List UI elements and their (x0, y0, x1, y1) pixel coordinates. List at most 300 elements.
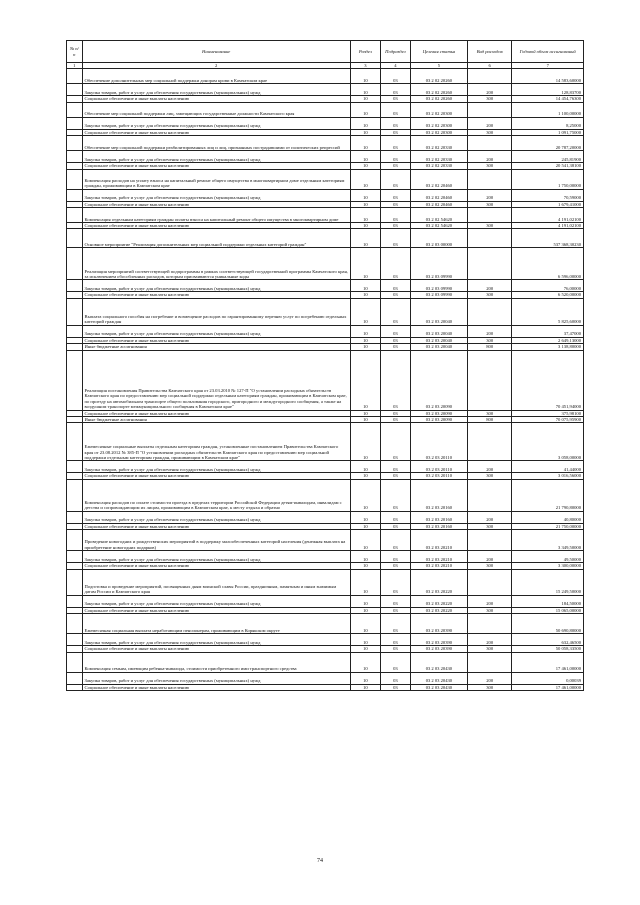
cell-rz: 10 (350, 201, 380, 207)
cell-sum: 17 461,00000 (512, 684, 584, 690)
cell-cs: 03 2 03 20430 (410, 652, 467, 672)
cell-cs: 03 2 03 20090 (410, 410, 467, 416)
cell-cs: 03 2 03 20090 (410, 417, 467, 423)
cell-cs: 03 2 02 20300 (410, 102, 467, 117)
cell-vr (467, 229, 512, 248)
cell-sum: 76,00000 (512, 280, 584, 292)
cell-rz: 10 (350, 344, 380, 350)
cell-num (67, 117, 83, 129)
cell-vr: 200 (467, 461, 512, 473)
cell-vr: 300 (467, 473, 512, 479)
cell-cs: 03 2 02 20260 (410, 96, 467, 102)
cell-num (67, 350, 83, 410)
cell-cs: 03 2 02 20460 (410, 201, 467, 207)
cell-pr: 03 (380, 129, 410, 135)
header-sum: Годовой объем ассигнований (512, 41, 584, 63)
cell-sum: 1 091,75000 (512, 129, 584, 135)
cell-pr: 03 (380, 684, 410, 690)
cell-vr (467, 569, 512, 595)
cell-sum: 70 451,94000 (512, 350, 584, 410)
cell-num (67, 189, 83, 201)
cell-sum: 20 787,20000 (512, 136, 584, 151)
cell-name: Ежемесячные социальные выплаты отдельным категориям граждан, установленные постановлением Правительства Камчатского края от 23.08.2012 № 385-П "О установлении расходных обязательств Камчатского края по предоставлению мер социальной поддержки отдельным категориям граждан, проживающим в Камчатском крае" (82, 423, 350, 461)
index-cell: 7 (512, 63, 584, 69)
cell-rz: 10 (350, 634, 380, 646)
cell-name: Социальное обеспечение и иные выплаты населению (82, 684, 350, 690)
index-cell: 6 (467, 63, 512, 69)
cell-pr: 03 (380, 201, 410, 207)
cell-rz: 10 (350, 350, 380, 410)
table-row (67, 69, 584, 84)
table-row (67, 169, 584, 189)
cell-sum: 41,44000 (512, 461, 584, 473)
table-row (67, 350, 584, 410)
cell-sum: 6 596,00000 (512, 248, 584, 280)
cell-cs: 03 2 03 09990 (410, 280, 467, 292)
table-row (67, 652, 584, 672)
cell-rz: 10 (350, 208, 380, 223)
cell-sum: 15 065,00000 (512, 607, 584, 613)
cell-name: Компенсация расходов на уплату взноса на капитальный ремонт общего имущества в многоквартирном доме отдельным категориям граждан, проживающим в Камчатском крае (82, 169, 350, 189)
cell-sum: 5 825,60000 (512, 298, 584, 325)
cell-pr: 03 (380, 461, 410, 473)
cell-num (67, 479, 83, 511)
cell-cs: 03 2 02 20300 (410, 117, 467, 129)
cell-pr: 03 (380, 634, 410, 646)
cell-name: Социальное обеспечение и иные выплаты населению (82, 201, 350, 207)
cell-cs: 03 2 03 20160 (410, 523, 467, 529)
table-row (67, 634, 584, 646)
cell-name: Закупка товаров, работ и услуг для обеспечения государственных (муниципальных) нужд (82, 117, 350, 129)
cell-name: Социальное обеспечение и иные выплаты населению (82, 523, 350, 529)
cell-num (67, 229, 83, 248)
cell-pr: 03 (380, 169, 410, 189)
cell-name: Социальное обеспечение и иные выплаты населению (82, 646, 350, 652)
cell-pr: 03 (380, 479, 410, 511)
cell-pr: 03 (380, 189, 410, 201)
cell-num (67, 136, 83, 151)
cell-cs: 03 2 03 20390 (410, 646, 467, 652)
cell-rz: 10 (350, 614, 380, 634)
table-body (67, 69, 584, 691)
cell-vr (467, 614, 512, 634)
cell-num (67, 151, 83, 163)
table-row (67, 136, 584, 151)
cell-sum: 50 690,80000 (512, 614, 584, 634)
cell-pr: 03 (380, 614, 410, 634)
cell-vr (467, 298, 512, 325)
cell-pr: 03 (380, 136, 410, 151)
cell-rz: 10 (350, 229, 380, 248)
cell-pr: 03 (380, 325, 410, 337)
table-row (67, 551, 584, 563)
cell-rz: 10 (350, 473, 380, 479)
cell-pr: 03 (380, 96, 410, 102)
cell-num (67, 208, 83, 223)
cell-sum: 1 679,41000 (512, 201, 584, 207)
cell-vr: 200 (467, 595, 512, 607)
cell-rz: 10 (350, 298, 380, 325)
cell-sum: 4 191,02100 (512, 223, 584, 229)
cell-cs: 03 2 02 20330 (410, 151, 467, 163)
header-name: Наименование (82, 41, 350, 63)
table-row (67, 684, 584, 690)
cell-pr: 03 (380, 69, 410, 84)
cell-vr (467, 69, 512, 84)
table-row (67, 325, 584, 337)
cell-rz: 10 (350, 292, 380, 298)
cell-sum: 375,98100 (512, 410, 584, 416)
cell-name: Реализация мероприятий соответствующей подпрограммы в рамках соответствующей государственной программы Камчатского края, за исключением обособленных расходов, которым присваиваются уникальные коды (82, 248, 350, 280)
cell-rz: 10 (350, 69, 380, 84)
cell-sum: 50 058,33500 (512, 646, 584, 652)
cell-vr: 200 (467, 280, 512, 292)
cell-rz: 10 (350, 646, 380, 652)
cell-vr: 200 (467, 117, 512, 129)
cell-sum: 2 649,13000 (512, 337, 584, 343)
cell-sum: 40,80000 (512, 511, 584, 523)
table-row (67, 248, 584, 280)
cell-sum: 3 016,56000 (512, 473, 584, 479)
cell-pr: 03 (380, 292, 410, 298)
cell-num (67, 569, 83, 595)
cell-num (67, 102, 83, 117)
cell-pr: 03 (380, 151, 410, 163)
cell-pr: 03 (380, 102, 410, 117)
cell-name: Ежемесячная социальная выплата неработающим пенсионерам, проживающим в Корякском округе (82, 614, 350, 634)
cell-name: Социальное обеспечение и иные выплаты населению (82, 96, 350, 102)
cell-name: Закупка товаров, работ и услуг для обеспечения государственных (муниципальных) нужд (82, 511, 350, 523)
cell-rz: 10 (350, 248, 380, 280)
cell-vr: 300 (467, 607, 512, 613)
cell-num (67, 511, 83, 523)
cell-name: Закупка товаров, работ и услуг для обеспечения государственных (муниципальных) нужд (82, 151, 350, 163)
cell-cs: 03 2 02 20330 (410, 163, 467, 169)
cell-cs: 03 2 02 20260 (410, 69, 467, 84)
cell-num (67, 423, 83, 461)
cell-vr: 200 (467, 551, 512, 563)
cell-name: Социальное обеспечение и иные выплаты населению (82, 223, 350, 229)
index-cell: 5 (410, 63, 467, 69)
cell-sum: 128,83700 (512, 84, 584, 96)
table-row (67, 461, 584, 473)
cell-sum: 184,50000 (512, 595, 584, 607)
cell-num (67, 551, 83, 563)
cell-cs: 03 2 02 20300 (410, 129, 467, 135)
cell-cs: 03 2 03 09990 (410, 292, 467, 298)
header-podrazdel: Подраздел (380, 41, 410, 63)
cell-pr: 03 (380, 652, 410, 672)
table-row (67, 189, 584, 201)
cell-sum: 4 191,02100 (512, 208, 584, 223)
cell-name: Обеспечение мер социальной поддержки реабилитированных лиц и лиц, признанных пострадавшими от политических репрессий (82, 136, 350, 151)
table-row (67, 280, 584, 292)
cell-cs: 03 2 03 20040 (410, 344, 467, 350)
cell-pr: 03 (380, 163, 410, 169)
cell-sum: 17 461,00000 (512, 652, 584, 672)
cell-cs: 03 2 02 20460 (410, 189, 467, 201)
cell-sum: 3 138,80000 (512, 344, 584, 350)
cell-vr (467, 136, 512, 151)
cell-name: Выплата социального пособия на погребение и возмещение расходов по гарантированному перечню услуг по погребению отдельных категорий граждан (82, 298, 350, 325)
cell-cs: 03 2 03 20390 (410, 614, 467, 634)
cell-pr: 03 (380, 248, 410, 280)
cell-rz: 10 (350, 607, 380, 613)
cell-cs: 03 2 03 20430 (410, 684, 467, 690)
cell-rz: 10 (350, 652, 380, 672)
table-row (67, 479, 584, 511)
index-cell: 3 (350, 63, 380, 69)
cell-sum: 49,50000 (512, 551, 584, 563)
cell-vr: 300 (467, 337, 512, 343)
cell-cs: 03 2 03 20040 (410, 298, 467, 325)
cell-name: Иные бюджетные ассигнования (82, 344, 350, 350)
cell-num (67, 280, 83, 292)
table-row (67, 530, 584, 551)
cell-vr: 200 (467, 189, 512, 201)
cell-cs: 03 2 02 54620 (410, 223, 467, 229)
table-row (67, 672, 584, 684)
cell-cs: 03 2 03 20220 (410, 607, 467, 613)
cell-num (67, 614, 83, 634)
cell-vr: 300 (467, 646, 512, 652)
cell-pr: 03 (380, 595, 410, 607)
cell-pr: 03 (380, 417, 410, 423)
cell-vr: 300 (467, 96, 512, 102)
cell-vr: 300 (467, 163, 512, 169)
cell-pr: 03 (380, 523, 410, 529)
cell-num (67, 595, 83, 607)
cell-pr: 03 (380, 423, 410, 461)
table-row (67, 84, 584, 96)
cell-vr (467, 530, 512, 551)
cell-name: Проведение новогодних и рождественских мероприятий в поддержку малообеспеченных категорий населения (денежная выплата на приобретение новогодних подарков) (82, 530, 350, 551)
table-row (67, 569, 584, 595)
cell-name: Социальное обеспечение и иные выплаты населению (82, 563, 350, 569)
cell-rz: 10 (350, 530, 380, 551)
cell-rz: 10 (350, 479, 380, 511)
cell-name: Иные бюджетные ассигнования (82, 417, 350, 423)
cell-cs: 03 2 02 20260 (410, 84, 467, 96)
cell-sum: 6 520,00000 (512, 292, 584, 298)
cell-cs: 03 2 02 54620 (410, 208, 467, 223)
index-cell: 2 (82, 63, 350, 69)
cell-name: Основное мероприятие "Реализация дополнительных мер социальной поддержки отдельных категорий граждан" (82, 229, 350, 248)
cell-pr: 03 (380, 410, 410, 416)
cell-vr (467, 479, 512, 511)
cell-vr: 300 (467, 684, 512, 690)
cell-name: Закупка товаров, работ и услуг для обеспечения государственных (муниципальных) нужд (82, 595, 350, 607)
cell-rz: 10 (350, 563, 380, 569)
cell-rz: 10 (350, 461, 380, 473)
cell-name: Подготовка и проведение мероприятий, посвященных дням воинской славы России, праздничным, памятным и иным значимым датам России и Камчатского края (82, 569, 350, 595)
cell-name: Закупка товаров, работ и услуг для обеспечения государственных (муниципальных) нужд (82, 634, 350, 646)
cell-pr: 03 (380, 350, 410, 410)
table-row (67, 151, 584, 163)
cell-rz: 10 (350, 117, 380, 129)
cell-pr: 03 (380, 569, 410, 595)
index-cell: 1 (67, 63, 83, 69)
cell-pr: 03 (380, 551, 410, 563)
table-row (67, 423, 584, 461)
cell-name: Обеспечение дополнительных мер социальной поддержки донорам крови в Камчатском крае (82, 69, 350, 84)
cell-vr (467, 652, 512, 672)
cell-cs: 03 2 03 20210 (410, 563, 467, 569)
cell-name: Социальное обеспечение и иные выплаты населению (82, 607, 350, 613)
table-row (67, 208, 584, 223)
cell-cs: 03 2 02 20330 (410, 136, 467, 151)
cell-rz: 10 (350, 163, 380, 169)
cell-num (67, 530, 83, 551)
cell-sum: 3 300,00000 (512, 563, 584, 569)
table-row (67, 511, 584, 523)
cell-rz: 10 (350, 551, 380, 563)
cell-num (67, 461, 83, 473)
cell-rz: 10 (350, 417, 380, 423)
cell-pr: 03 (380, 530, 410, 551)
cell-name: Закупка товаров, работ и услуг для обеспечения государственных (муниципальных) нужд (82, 551, 350, 563)
cell-cs: 03 2 03 20160 (410, 511, 467, 523)
cell-rz: 10 (350, 511, 380, 523)
cell-name: Социальное обеспечение и иные выплаты населению (82, 337, 350, 343)
header-razdel: Раздел (350, 41, 380, 63)
cell-name: Компенсация расходов по оплате стоимости проезда в пределах территории Российской Федерации детям-инвалидам, инвалидам с детства и сопровождающим их лицам, проживающим в Камчатском крае, к месту отдыха и обратно (82, 479, 350, 511)
cell-sum: 21 750,00000 (512, 523, 584, 529)
cell-rz: 10 (350, 169, 380, 189)
cell-vr (467, 423, 512, 461)
cell-pr: 03 (380, 84, 410, 96)
cell-cs: 03 2 03 20110 (410, 461, 467, 473)
table-row (67, 298, 584, 325)
cell-pr: 03 (380, 672, 410, 684)
cell-sum: 14 583,60000 (512, 69, 584, 84)
cell-rz: 10 (350, 84, 380, 96)
cell-rz: 10 (350, 337, 380, 343)
cell-sum: 8,25000 (512, 117, 584, 129)
header-num: № п/п (67, 41, 83, 63)
cell-cs: 03 2 03 09990 (410, 248, 467, 280)
cell-sum: 1 750,00000 (512, 169, 584, 189)
cell-rz: 10 (350, 595, 380, 607)
cell-pr: 03 (380, 607, 410, 613)
cell-cs: 03 2 03 20110 (410, 423, 467, 461)
cell-pr: 03 (380, 646, 410, 652)
cell-vr: 300 (467, 523, 512, 529)
cell-vr: 300 (467, 292, 512, 298)
cell-vr: 300 (467, 563, 512, 569)
cell-sum: 21 790,80000 (512, 479, 584, 511)
cell-sum: 37,47000 (512, 325, 584, 337)
cell-name: Обеспечение мер социальной поддержки лиц, замещающих государственные должности Камчатского края (82, 102, 350, 117)
cell-pr: 03 (380, 298, 410, 325)
cell-cs: 03 2 03 20210 (410, 551, 467, 563)
cell-sum: 1 100,00000 (512, 102, 584, 117)
cell-sum: 245,81900 (512, 151, 584, 163)
cell-cs: 03 2 03 00000 (410, 229, 467, 248)
cell-rz: 10 (350, 280, 380, 292)
cell-rz: 10 (350, 684, 380, 690)
cell-name: Закупка товаров, работ и услуг для обеспечения государственных (муниципальных) нужд (82, 189, 350, 201)
cell-name: Социальное обеспечение и иные выплаты населению (82, 292, 350, 298)
cell-vr: 300 (467, 129, 512, 135)
cell-vr (467, 169, 512, 189)
cell-rz: 10 (350, 423, 380, 461)
table-row (67, 614, 584, 634)
cell-num (67, 69, 83, 84)
cell-cs: 03 2 03 20160 (410, 479, 467, 511)
cell-sum: 3 349,50000 (512, 530, 584, 551)
header-vid: Вид расходов (467, 41, 512, 63)
cell-vr: 200 (467, 325, 512, 337)
cell-vr: 200 (467, 511, 512, 523)
cell-vr: 800 (467, 344, 512, 350)
cell-sum: 0,00039 (512, 672, 584, 684)
cell-num (67, 672, 83, 684)
cell-rz: 10 (350, 223, 380, 229)
cell-cs: 03 2 03 20430 (410, 672, 467, 684)
cell-name: Закупка товаров, работ и услуг для обеспечения государственных (муниципальных) нужд (82, 672, 350, 684)
cell-name: Закупка товаров, работ и услуг для обеспечения государственных (муниципальных) нужд (82, 325, 350, 337)
cell-sum: 70 075,95900 (512, 417, 584, 423)
cell-name: Закупка товаров, работ и услуг для обеспечения государственных (муниципальных) нужд (82, 461, 350, 473)
cell-cs: 03 2 03 20040 (410, 337, 467, 343)
table-row (67, 117, 584, 129)
cell-sum: 20 541,38100 (512, 163, 584, 169)
cell-sum: 14 454,76300 (512, 96, 584, 102)
cell-name: Закупка товаров, работ и услуг для обеспечения государственных (муниципальных) нужд (82, 280, 350, 292)
cell-pr: 03 (380, 473, 410, 479)
cell-vr (467, 350, 512, 410)
cell-cs: 03 2 03 20040 (410, 325, 467, 337)
cell-rz: 10 (350, 325, 380, 337)
cell-num (67, 84, 83, 96)
cell-rz: 10 (350, 523, 380, 529)
cell-sum: 3 058,00000 (512, 423, 584, 461)
cell-cs: 03 2 03 20210 (410, 530, 467, 551)
cell-rz: 10 (350, 129, 380, 135)
table-row (67, 229, 584, 248)
cell-pr: 03 (380, 337, 410, 343)
table-row (67, 595, 584, 607)
cell-cs: 03 2 03 20390 (410, 634, 467, 646)
cell-pr: 03 (380, 117, 410, 129)
cell-pr: 03 (380, 563, 410, 569)
cell-num (67, 298, 83, 325)
header-target: Целевая статья (410, 41, 467, 63)
cell-rz: 10 (350, 410, 380, 416)
cell-vr: 200 (467, 672, 512, 684)
cell-vr: 300 (467, 410, 512, 416)
cell-name: Социальное обеспечение и иные выплаты населению (82, 163, 350, 169)
cell-num (67, 652, 83, 672)
cell-cs: 03 2 03 20110 (410, 473, 467, 479)
cell-rz: 10 (350, 96, 380, 102)
page-number: 74 (317, 858, 323, 864)
cell-num (67, 325, 83, 337)
cell-sum: 632,46500 (512, 634, 584, 646)
cell-sum: 537 368,30230 (512, 229, 584, 248)
cell-num (67, 248, 83, 280)
cell-num (67, 169, 83, 189)
index-cell: 4 (380, 63, 410, 69)
cell-rz: 10 (350, 102, 380, 117)
cell-name: Социальное обеспечение и иные выплаты населению (82, 410, 350, 416)
cell-name: Реализация постановления Правительства Камчатского края от 23.03.2010 № 127-П "О установлении расходных обязательств Камчатского края по предоставлению мер социальной поддержки отдельным категориям граждан, проживающим в Камчатском крае, по проезду на автомобильном транспорте общего пользования городского, пригородного и междугородного сообщения, а также на воздушном транспорте межмуниципального сообщения в Камчатском крае" (82, 350, 350, 410)
table-header-row (67, 41, 584, 63)
cell-cs: 03 2 03 20220 (410, 595, 467, 607)
cell-name: Социальное обеспечение и иные выплаты населению (82, 129, 350, 135)
cell-sum: 70,59000 (512, 189, 584, 201)
